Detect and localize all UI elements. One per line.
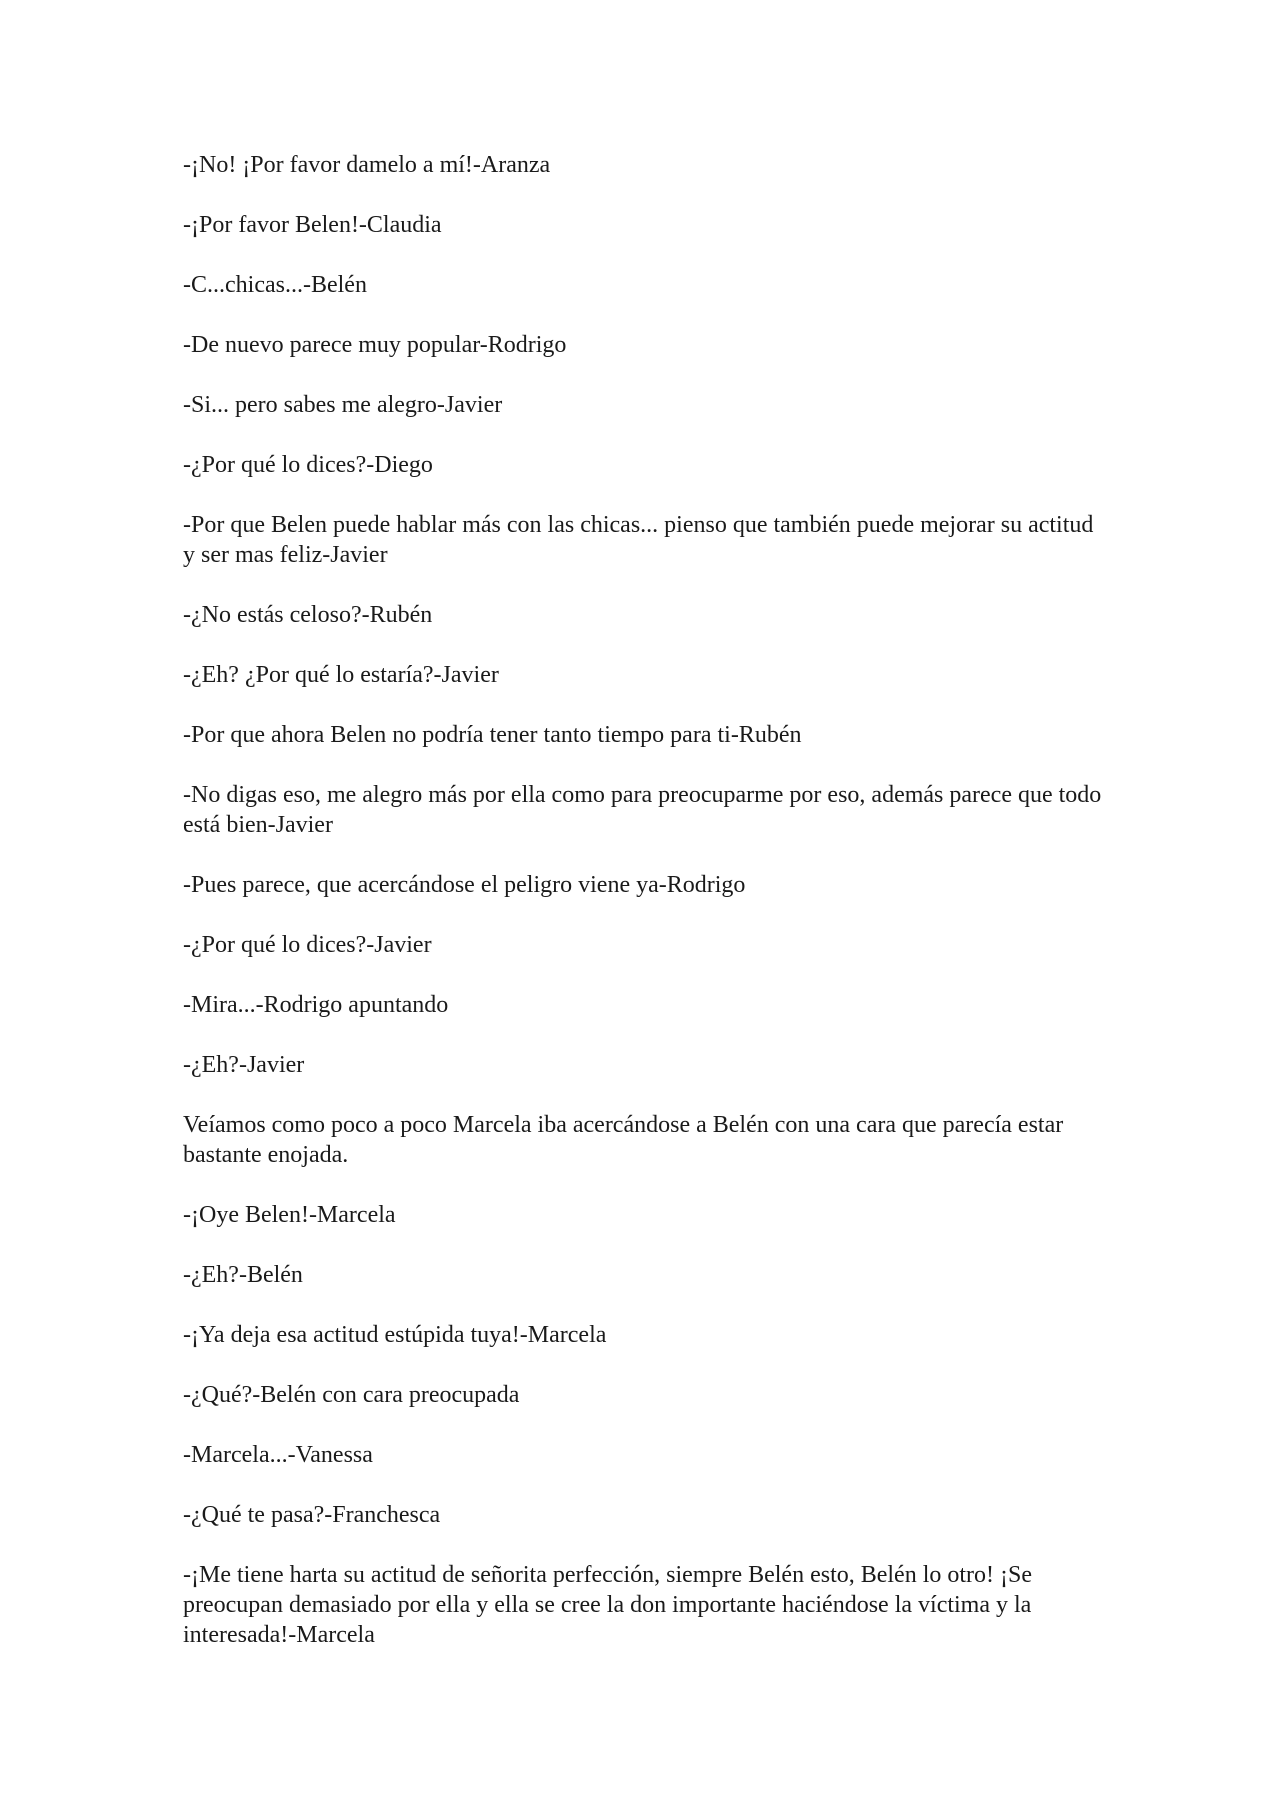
paragraph: Veíamos como poco a poco Marcela iba acercándose a Belén con una cara que parecía estar bastante enojada. <box>183 1112 1064 1168</box>
paragraph: -¿Qué?-Belén con cara preocupada <box>183 1382 520 1408</box>
paragraph: -¿Eh? ¿Por qué lo estaría?-Javier <box>183 662 499 688</box>
paragraph: -¡Ya deja esa actitud estúpida tuya!-Marcela <box>183 1322 607 1348</box>
paragraph: -No digas eso, me alegro más por ella como para preocuparme por eso, además parece que todo está bien-Javier <box>183 782 1102 838</box>
paragraph: -¡Por favor Belen!-Claudia <box>183 212 442 238</box>
paragraph: -De nuevo parece muy popular-Rodrigo <box>183 332 567 358</box>
paragraph: -Por que ahora Belen no podría tener tanto tiempo para ti-Rubén <box>183 722 802 748</box>
paragraph: -¿Por qué lo dices?-Diego <box>183 452 433 478</box>
paragraph: -¿Qué te pasa?-Franchesca <box>183 1502 441 1528</box>
paragraph: -Si... pero sabes me alegro-Javier <box>183 392 503 418</box>
paragraph: -¿Eh?-Javier <box>183 1052 305 1078</box>
paragraph: -¿Por qué lo dices?-Javier <box>183 932 432 958</box>
paragraph: -¡Oye Belen!-Marcela <box>183 1202 396 1228</box>
paragraph: -Marcela...-Vanessa <box>183 1442 373 1468</box>
paragraph: -Pues parece, que acercándose el peligro viene ya-Rodrigo <box>183 872 746 898</box>
paragraph: -¡No! ¡Por favor damelo a mí!-Aranza <box>183 152 551 178</box>
paragraph: -Por que Belen puede hablar más con las chicas... pienso que también puede mejorar su actitud y ser mas feliz-Javier <box>183 512 1094 568</box>
document-body <box>183 150 1103 1680</box>
paragraph: -¿No estás celoso?-Rubén <box>183 602 433 628</box>
paragraph: -Mira...-Rodrigo apuntando <box>183 992 449 1018</box>
paragraph: -¡Me tiene harta su actitud de señorita perfección, siempre Belén esto, Belén lo otro! ¡Se preocupan demasiado por ella y ella se cree la don importante haciéndose la víctima y la interesada!-Marcela <box>183 1562 1033 1648</box>
paragraph: -¿Eh?-Belén <box>183 1262 303 1288</box>
paragraph: -C...chicas...-Belén <box>183 272 367 298</box>
